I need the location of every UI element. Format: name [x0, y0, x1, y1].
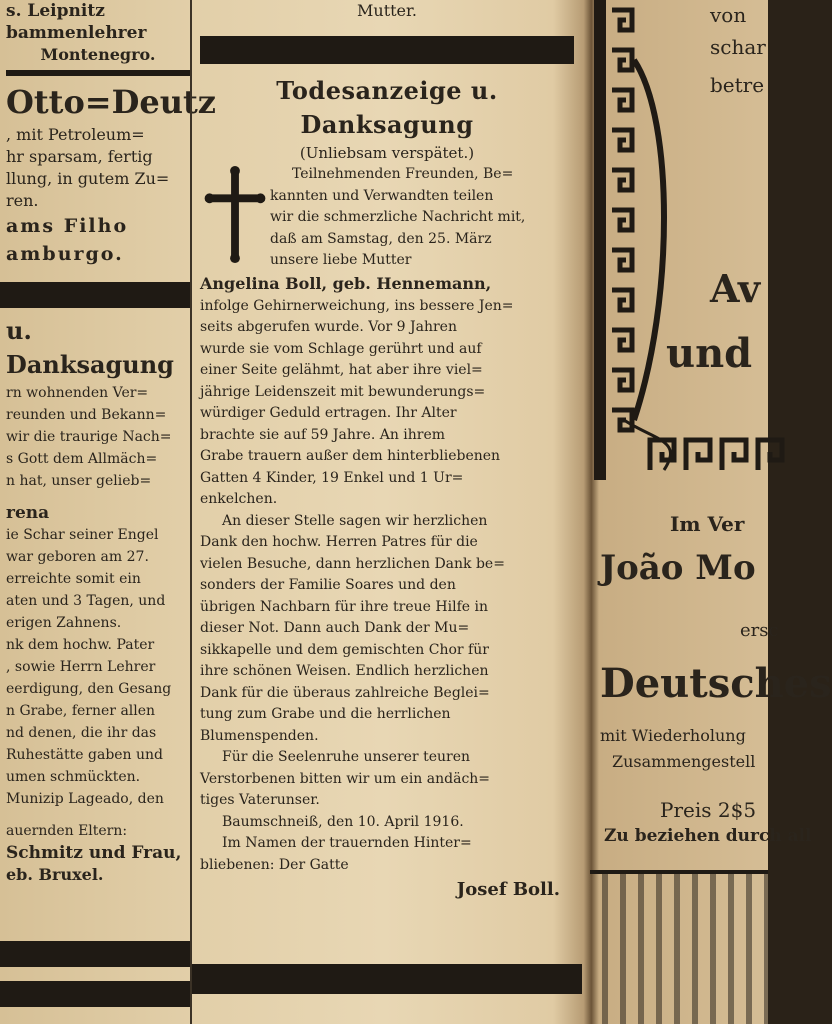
- greek-key-band: [590, 430, 768, 480]
- thanks-line: sikkapelle und dem gemischten Chor für: [200, 641, 489, 658]
- left-top-line-1: s. Leipnitz: [6, 1, 105, 21]
- body-line: Gatten 4 Kinder, 19 Enkel und 1 Ur=: [200, 469, 464, 486]
- left-divider-1: [6, 70, 190, 76]
- left-notice-line: Ruhestätte gaben und: [6, 747, 164, 763]
- right-lower-line-2: João Mo: [600, 548, 756, 588]
- left-bottom-bar-2: [0, 981, 190, 1007]
- body-line: enkelchen.: [200, 491, 278, 507]
- thanks-line: An dieser Stelle sagen wir herzlichen: [222, 512, 488, 529]
- body-line: einer Seite gelähmt, hat aber ihre viel=: [200, 362, 483, 378]
- thanks-line: Dank für die überaus zahlreiche Beglei=: [200, 684, 490, 701]
- right-top-line-3: betre: [710, 73, 765, 97]
- body-line: wurde sie vom Schlage gerührt und auf: [200, 340, 482, 357]
- notice-title: Todesanzeige u. Danksagung: [276, 76, 498, 139]
- right-mid-line-1: Av: [710, 266, 761, 311]
- prayer-line: Verstorbenen bitten wir um ein andäch=: [200, 770, 491, 787]
- right-small-line-2: Zusammengestell: [612, 752, 756, 771]
- right-big-title: Deutsches: [600, 660, 832, 707]
- cross-line: daß am Samstag, den 25. März: [270, 230, 492, 247]
- cross-section: [200, 164, 574, 272]
- left-ad-line-1: , mit Petroleum=: [6, 125, 145, 144]
- left-bottom-bar: [0, 941, 190, 967]
- left-notice-line: ie Schar seiner Engel: [6, 527, 159, 543]
- greek-key-ornament: [594, 0, 664, 480]
- thanks-line: Dank den hochw. Herren Patres für die: [200, 534, 478, 550]
- right-top-line-2: schar: [710, 35, 766, 59]
- left-notice-line: n Grabe, ferner allen: [6, 703, 156, 719]
- right-small-line-1: mit Wiederholung: [600, 726, 746, 745]
- left-notice-line: umen schmückten.: [6, 769, 141, 785]
- thanks-line: tung zum Grabe und die herrlichen: [200, 706, 451, 722]
- signature: Josef Boll.: [456, 879, 560, 900]
- body-line: jährige Leidenszeit mit bewunderungs=: [200, 383, 486, 400]
- body-line: würdiger Geduld ertragen. Ihr Alter: [200, 405, 457, 421]
- right-lower-line-3: ersc: [740, 620, 779, 641]
- left-ad-footer-2: amburgo.: [6, 243, 124, 265]
- left-sign-line-2: Schmitz und Frau,: [6, 843, 182, 863]
- left-notice-line: reunden und Bekann=: [6, 407, 167, 423]
- left-notice-line: erreichte somit ein: [6, 571, 141, 587]
- notice-subtitle: (Unliebsam verspätet.): [299, 144, 475, 162]
- left-notice-name: rena: [6, 503, 50, 523]
- thanks-line: vielen Besuche, dann herzlichen Dank be=: [200, 555, 505, 572]
- right-mid-line-2: und: [666, 330, 753, 377]
- sign-line: Im Namen der trauernden Hinter=: [222, 835, 472, 851]
- left-ad-title: Otto=Deutz: [6, 83, 216, 121]
- mid-bottom-bar: [192, 964, 582, 994]
- body-line: seits abgerufen wurde. Vor 9 Jahren: [200, 319, 457, 335]
- body-line: infolge Gehirnerweichung, ins bessere Jen=: [200, 297, 514, 314]
- left-ad-line-3: llung, in gutem Zu=: [6, 169, 170, 188]
- left-top-line-2: bammenlehrer: [6, 23, 147, 43]
- body-line: brachte sie auf 59 Jahre. An ihrem: [200, 426, 446, 443]
- thanks-line: sonders der Familie Soares und den: [200, 577, 456, 593]
- right-price: Preis 2$5: [660, 798, 757, 822]
- left-notice-line: , sowie Herrn Lehrer: [6, 659, 156, 675]
- left-notice-line: rn wohnenden Ver=: [6, 385, 149, 401]
- left-notice-line: n hat, unser gelieb=: [6, 473, 152, 489]
- cross-line: Teilnehmenden Freunden, Be=: [292, 166, 514, 182]
- left-ad-footer-1: ams Filho: [6, 215, 129, 237]
- left-notice-line: nk dem hochw. Pater: [6, 637, 155, 653]
- cross-line: kannten und Verwandten teilen: [270, 187, 494, 204]
- left-notice-line: erigen Zahnens.: [6, 615, 122, 631]
- cross-line: wir die schmerzliche Nachricht mit,: [270, 209, 526, 225]
- left-notice-line: Munizip Lageado, den: [6, 791, 164, 807]
- left-notice-title: u. Danksagung: [6, 316, 174, 379]
- mid-top-line: Mutter.: [357, 1, 417, 20]
- left-top-line-3: Montenegro.: [40, 45, 156, 64]
- left-notice-line: wir die traurige Nach=: [6, 429, 172, 445]
- left-divider-2: [0, 282, 190, 308]
- thanks-line: dieser Not. Dann auch Dank der Mu=: [200, 620, 470, 636]
- right-border-ornament: [590, 870, 768, 1024]
- right-order-line: Zu beziehen durch all: [604, 826, 812, 846]
- left-ad-line-4: ren.: [6, 191, 39, 210]
- body-line: Grabe trauern außer dem hinterbliebenen: [200, 448, 501, 464]
- sign-line: bliebenen: Der Gatte: [200, 856, 349, 873]
- left-ad-line-2: hr sparsam, fertig: [6, 147, 153, 166]
- thanks-line: Blumenspenden.: [200, 727, 319, 744]
- place-date: Baumschneiß, den 10. April 1916.: [222, 813, 464, 830]
- thanks-line: übrigen Nachbarn für ihre treue Hilfe in: [200, 598, 488, 615]
- left-sign-line-1: auernden Eltern:: [6, 823, 128, 839]
- prayer-line: Für die Seelenruhe unserer teuren: [222, 749, 470, 765]
- left-notice-line: nd denen, die ihr das: [6, 725, 157, 741]
- left-sign-line-3: eb. Bruxel.: [6, 865, 104, 884]
- cross-line: unsere liebe Mutter: [270, 252, 412, 268]
- left-notice-line: s Gott dem Allmäch=: [6, 451, 158, 467]
- deceased-name: Angelina Boll, geb. Hennemann,: [200, 273, 492, 293]
- left-notice-line: aten und 3 Tagen, und: [6, 593, 166, 609]
- right-top-line-1: von: [710, 3, 747, 27]
- left-column: [0, 0, 216, 1024]
- thanks-line: ihre schönen Weisen. Endlich herzlichen: [200, 663, 489, 679]
- mid-title-bar: [200, 36, 574, 64]
- right-column: [590, 0, 832, 1024]
- prayer-line: tiges Vaterunser.: [200, 792, 320, 808]
- cross-icon: [200, 164, 270, 264]
- middle-column: [190, 0, 582, 1024]
- right-lower-line-1: Im Ver: [670, 512, 745, 536]
- left-notice-line: eerdigung, den Gesang: [6, 681, 172, 697]
- left-notice-line: war geboren am 27.: [6, 549, 149, 565]
